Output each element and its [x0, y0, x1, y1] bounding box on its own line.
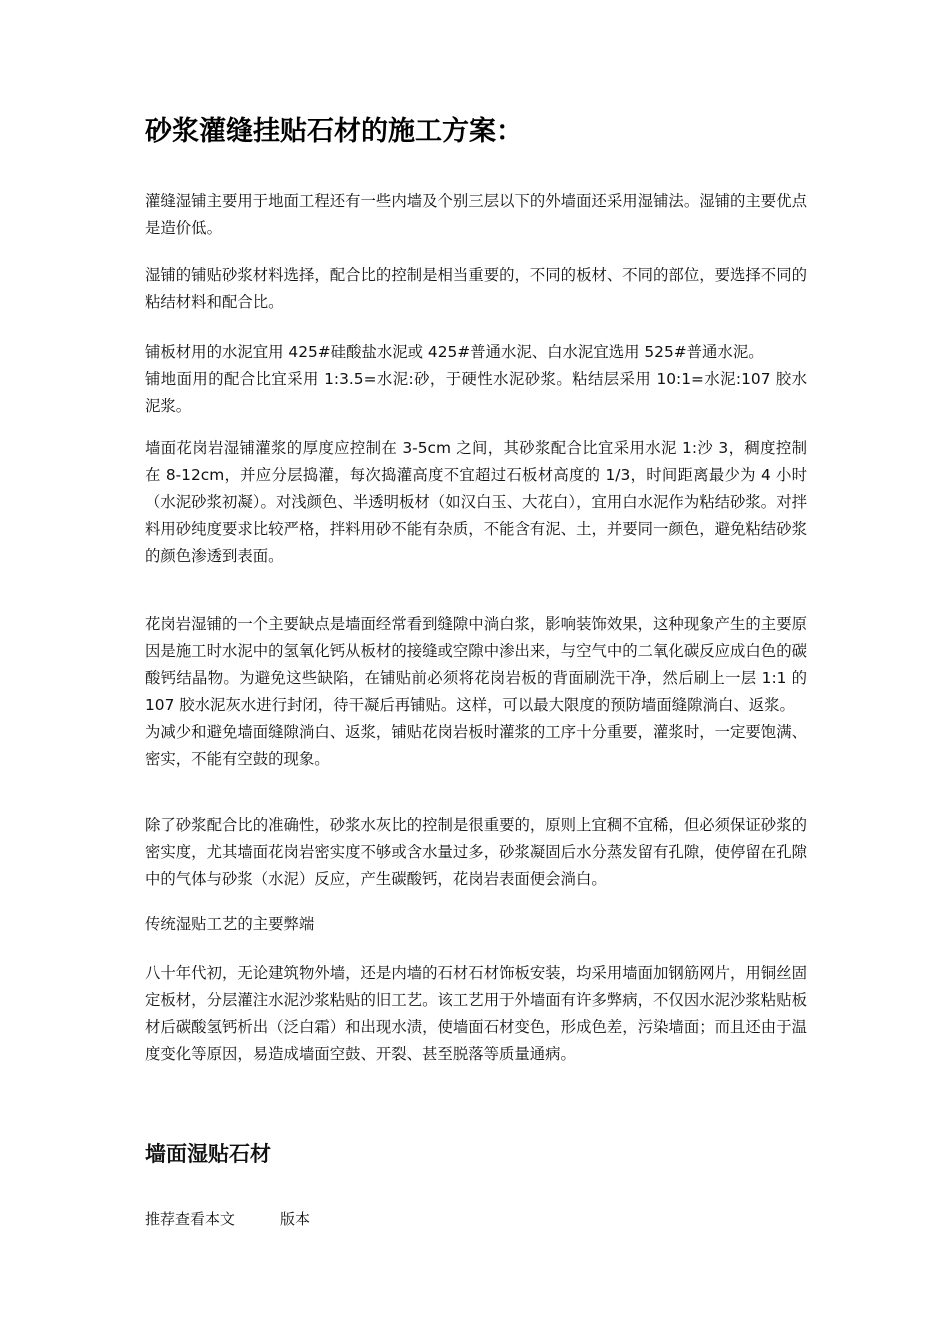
- paragraph-traditional-process: 八十年代初，无论建筑物外墙，还是内墙的石材石材饰板安装，均采用墙面加钢筋网片，用铜丝固定板材，分层灌注水泥沙浆粘贴的旧工艺。该工艺用于外墙面有许多弊病，不仅因水泥沙浆粘贴板材后碳酸氢钙析出（泛白霜）和出现水渍，使墙面石材变色，形成色差，污染墙面；而且还由于温度变化等原因，易造成墙面空鼓、开裂、甚至脱落等质量通病。: [145, 964, 807, 1063]
- version-link[interactable]: 版本: [280, 1210, 311, 1228]
- section-subheading: 墙面湿贴石材: [145, 1141, 271, 1166]
- paragraph-water-cement-ratio: 除了砂浆配合比的准确性，砂浆水灰比的控制是很重要的，原则上宜稠不宜稀，但必须保证砂浆的密实度，尤其墙面花岗岩密实度不够或含水量过多，砂浆凝固后水分蒸发留有孔隙，使停留在孔隙中的气体与砂浆（水泥）反应，产生碳酸钙，花岗岩表面便会淌白。: [145, 816, 807, 888]
- recommend-link[interactable]: 推荐查看本文: [145, 1210, 236, 1228]
- paragraph-grout-thickness: 墙面花岗岩湿铺灌浆的厚度应控制在 3-5cm 之间，其砂浆配合比宜采用水泥 1:沙 3，稠度控制在 8-12cm，并应分层捣灌，每次捣灌高度不宜超过石板材高度的 1/3，时间距离最少为 4 小时（水泥砂浆初凝）。对浅颜色、半透明板材（如汉白玉、大花白），宜用白水泥作为粘结砂浆。对拌料用砂纯度要求比较严格，拌料用砂不能有杂质，不能含有泥、土，并要同一颜色，避免粘结砂浆的颜色渗透到表面。: [145, 439, 807, 565]
- page-title: 砂浆灌缝挂贴石材的施工方案：: [145, 116, 523, 147]
- paragraph-cement-ratio: 铺板材用的水泥宜用 425#硅酸盐水泥或 425#普通水泥、白水泥宜选用 525#普通水泥。 铺地面用的配合比宜采用 1:3.5=水泥:砂，于硬性水泥砂浆。粘结层采用 10:1=水泥:107 胶水泥浆。: [145, 343, 807, 415]
- footer-links: [145, 1205, 545, 1233]
- paragraph-efflorescence: 花岗岩湿铺的一个主要缺点是墙面经常看到缝隙中淌白浆，影响装饰效果，这种现象产生的主要原因是施工时水泥中的氢氧化钙从板材的接缝或空隙中渗出来，与空气中的二氧化碳反应成白色的碳酸钙结晶物。为避免这些缺陷，在铺贴前必须将花岗岩板的背面刷洗干净，然后刷上一层 1:1 的 107 胶水泥灰水进行封闭，待干凝后再铺贴。这样，可以最大限度的预防墙面缝隙淌白、返浆。 为减少和避免墙面缝隙淌白、返浆，铺贴花岗岩板时灌浆的工序十分重要，灌浆时，一定要饱满、密实，不能有空鼓的现象。: [145, 615, 807, 768]
- paragraph-traditional-drawbacks-heading: 传统湿贴工艺的主要弊端: [145, 915, 315, 933]
- paragraph-intro: 灌缝湿铺主要用于地面工程还有一些内墙及个别三层以下的外墙面还采用湿铺法。湿铺的主要优点是造价低。: [145, 192, 807, 237]
- paragraph-material-selection: 湿铺的铺贴砂浆材料选择，配合比的控制是相当重要的，不同的板材、不同的部位，要选择不同的粘结材料和配合比。: [145, 266, 807, 311]
